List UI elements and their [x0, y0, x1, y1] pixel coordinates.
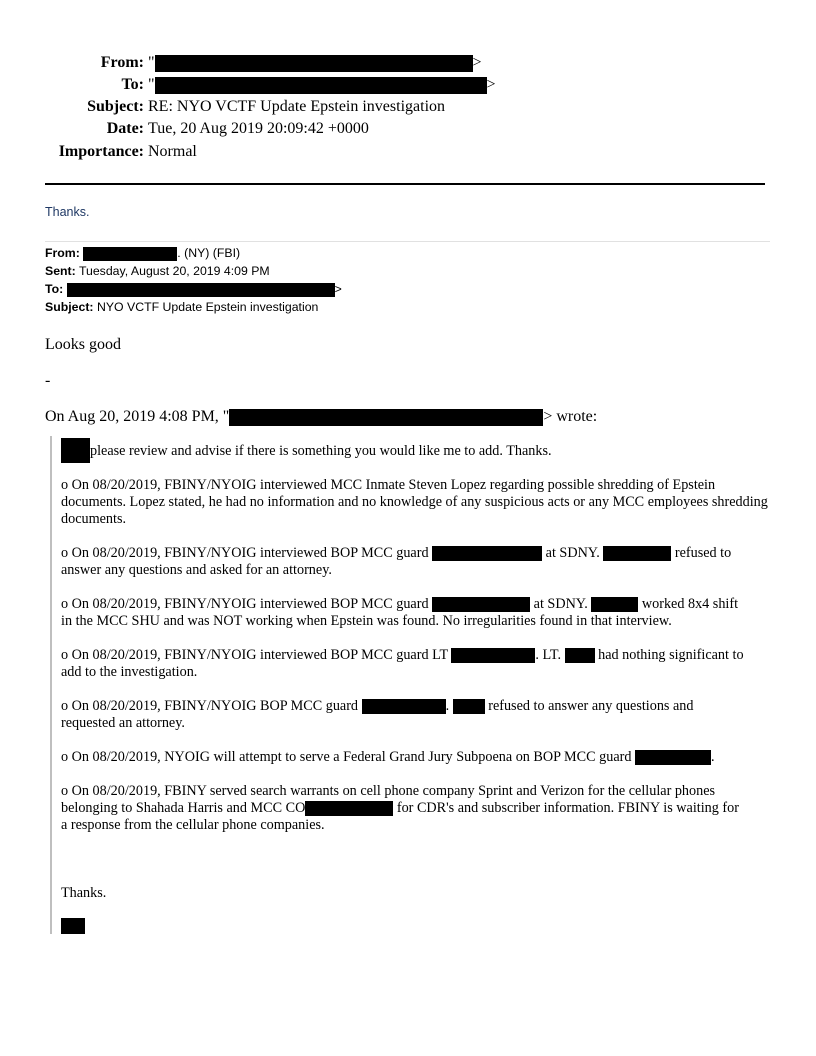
- fwd-sent-value: Tuesday, August 20, 2019 4:09 PM: [78, 264, 270, 278]
- item5-text-a: o On 08/20/2019, FBINY/NYOIG BOP MCC guard: [61, 698, 359, 714]
- fwd-from: [45, 246, 240, 261]
- fwd-subject-label: Subject:: [45, 300, 94, 314]
- quoted-item-1: o On 08/20/2019, FBINY/NYOIG interviewed MCC Inmate Steven Lopez regarding possible shredding of Epstein documents. Lopez stated, he had no information and no knowledge of any suspicious acts or any MCC employees shredding documents.: [61, 477, 768, 527]
- date-label: Date:: [106, 120, 144, 137]
- item7-text-d: a response from the cellular phone companies.: [61, 817, 325, 833]
- fwd-subject: [45, 300, 318, 314]
- subject-value: RE: NYO VCTF Update Epstein investigation: [148, 98, 446, 115]
- quote-intro: [45, 408, 597, 426]
- item3-text-c: worked 8x4 shift: [641, 596, 739, 612]
- to-label: To:: [121, 76, 144, 93]
- item4-text-d: add to the investigation.: [61, 664, 198, 680]
- quote-bar: [50, 436, 52, 934]
- item6-text-a: o On 08/20/2019, NYOIG will attempt to serve a Federal Grand Jury Subpoena on BOP MCC guard: [61, 749, 632, 765]
- fwd-sent: [45, 264, 270, 278]
- fwd-subject-value: NYO VCTF Update Epstein investigation: [96, 300, 319, 314]
- forward-divider: [45, 241, 770, 242]
- redaction: [453, 699, 485, 714]
- dash: -: [45, 372, 51, 389]
- fwd-from-suffix: . (NY) (FBI): [177, 246, 241, 260]
- quote-intro-prefix: On Aug 20, 2019 4:08 PM, ": [45, 408, 230, 425]
- item2-text-b: at SDNY.: [545, 545, 600, 561]
- item7-text-c: for CDR's and subscriber information. FBINY is waiting for: [396, 800, 739, 816]
- quoted-item-4: [61, 647, 773, 681]
- quoted-item-7: [61, 783, 773, 834]
- from-label: From:: [100, 54, 144, 71]
- fwd-sent-label: Sent:: [45, 264, 76, 278]
- from-quote: ": [148, 54, 155, 71]
- redaction: [451, 648, 535, 663]
- redaction: [61, 918, 85, 934]
- quoted-item-2: [61, 545, 773, 579]
- quoted-item-3: [61, 596, 773, 630]
- item3-text-b: at SDNY.: [533, 596, 588, 612]
- reply-body: Thanks.: [45, 205, 90, 219]
- from-value: [148, 54, 482, 72]
- item2-text-d: answer any questions and asked for an attorney.: [61, 562, 332, 578]
- redaction: [61, 438, 90, 463]
- item4-text-a: o On 08/20/2019, FBINY/NYOIG interviewed BOP MCC guard LT: [61, 647, 448, 663]
- redaction: [67, 283, 335, 297]
- item4-text-b: . LT.: [535, 647, 562, 663]
- item5-text-b: .: [445, 698, 450, 714]
- item7-text-a: o On 08/20/2019, FBINY served search warrants on cell phone company Sprint and Verizon for the cellular phones: [61, 783, 716, 799]
- quoted-item-5: [61, 698, 773, 732]
- item6-text-b: .: [711, 749, 715, 765]
- from-bracket: >: [472, 54, 482, 71]
- item2-text-a: o On 08/20/2019, FBINY/NYOIG interviewed BOP MCC guard: [61, 545, 429, 561]
- quoted-item-6: [61, 749, 773, 766]
- redaction: [432, 546, 542, 561]
- redaction: [305, 801, 393, 816]
- importance-value: Normal: [148, 143, 197, 160]
- redaction: [155, 55, 473, 72]
- fwd-to-label: To:: [45, 282, 64, 296]
- importance-label: Importance:: [58, 143, 144, 160]
- fwd-to: [45, 282, 342, 297]
- redaction: [603, 546, 671, 561]
- redaction: [591, 597, 638, 612]
- redaction: [362, 699, 446, 714]
- quote-intro-suffix: > wrote:: [543, 408, 598, 425]
- item3-text-d: in the MCC SHU and was NOT working when Epstein was found. No irregularities found in that interview.: [61, 613, 672, 629]
- redaction: [83, 247, 177, 261]
- date-value: Tue, 20 Aug 2019 20:09:42 +0000: [148, 120, 369, 137]
- redaction: [635, 750, 711, 765]
- item4-text-c: had nothing significant to: [598, 647, 744, 663]
- item5-text-c: refused to answer any questions and: [488, 698, 694, 714]
- redaction: [432, 597, 530, 612]
- item2-text-c: refused to: [674, 545, 732, 561]
- item7-text-b: belonging to Shahada Harris and MCC CO: [61, 800, 306, 816]
- redaction: [565, 648, 595, 663]
- redaction: [229, 409, 543, 426]
- quoted-intro: please review and advise if there is something you would like me to add. Thanks.: [90, 443, 552, 459]
- looks-good: Looks good: [45, 336, 121, 353]
- to-bracket: >: [486, 76, 496, 93]
- item5-text-d: requested an attorney.: [61, 715, 185, 731]
- quoted-closing: Thanks.: [61, 885, 107, 901]
- to-quote: ": [148, 76, 155, 93]
- header-rule: [45, 183, 765, 185]
- fwd-from-label: From:: [45, 246, 80, 260]
- fwd-to-suffix: >: [334, 282, 342, 296]
- item3-text-a: o On 08/20/2019, FBINY/NYOIG interviewed BOP MCC guard: [61, 596, 429, 612]
- to-value: [148, 76, 496, 94]
- redaction: [155, 77, 487, 94]
- subject-label: Subject:: [87, 98, 144, 115]
